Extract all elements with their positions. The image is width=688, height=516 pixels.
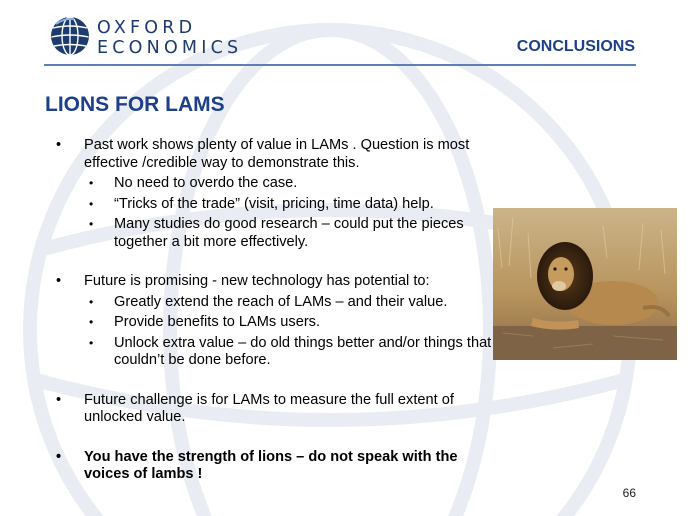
sub-bullet-2-3: • Unlock extra value – do old things better and/or things that couldn’t be done before. — [56, 335, 496, 370]
bullet-2: • Future is promising - new technology has potential to: — [56, 273, 496, 291]
bullet-4: • You have the strength of lions – do not speak with the voices of lambs ! — [56, 449, 496, 484]
lion-photo — [493, 208, 677, 360]
logo-line-2: ECONOMICS — [97, 38, 243, 58]
sub-bullet-2-2: • Provide benefits to LAMs users. — [56, 314, 496, 332]
sub-bullet-1-3: • Many studies do good research – could put the pieces together a bit more effectively. — [56, 216, 496, 251]
bullet-list — [56, 137, 496, 484]
sub-bullet-2-1: • Greatly extend the reach of LAMs – and their value. — [56, 294, 496, 312]
bullet-1: • Past work shows plenty of value in LAMs . Question is most effective /credible way to demonstrate this. — [56, 137, 496, 172]
globe-icon — [50, 16, 90, 56]
header-divider — [44, 64, 636, 66]
logo-line-1: OXFORD — [97, 18, 197, 38]
page-number: 66 — [622, 486, 636, 500]
slide-title: LIONS FOR LAMS — [45, 93, 225, 116]
logo-wordmark — [97, 18, 242, 58]
section-label: CONCLUSIONS — [516, 38, 635, 55]
sub-bullet-1-1: • No need to overdo the case. — [56, 175, 496, 193]
bullet-3: • Future challenge is for LAMs to measure the full extent of unlocked value. — [56, 392, 496, 427]
sub-bullet-1-2: • “Tricks of the trade” (visit, pricing, time data) help. — [56, 196, 496, 214]
oxford-economics-logo — [50, 16, 243, 60]
